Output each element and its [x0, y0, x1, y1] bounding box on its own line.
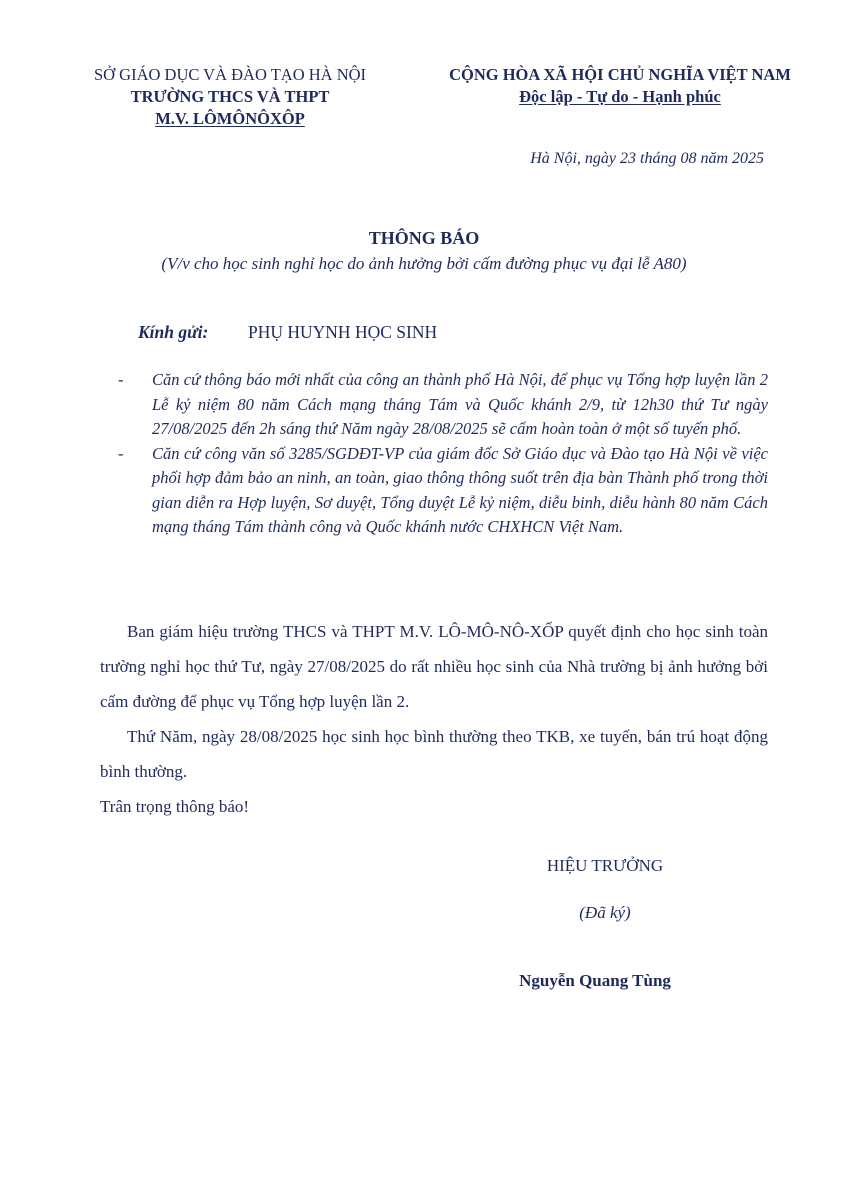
signer-title: HIỆU TRƯỞNG [546, 856, 664, 875]
list-item [118, 368, 768, 442]
document-title: THÔNG BÁO [368, 228, 480, 248]
school-name-line2: M.V. LÔMÔNÔXÔP [155, 109, 305, 128]
greeting-recipient: PHỤ HUYNH HỌC SINH [248, 322, 438, 342]
nation-name: CỘNG HÒA XÃ HỘI CHỦ NGHĨA VIỆT NAM [449, 65, 791, 84]
national-header [420, 64, 820, 108]
notice-body [100, 614, 768, 824]
document-subtitle: (V/v cho học sinh nghỉ học do ảnh hưởng bởi cấm đường phục vụ đại lễ A80) [161, 254, 687, 273]
school-name-line1: TRƯỜNG THCS VÀ THPT [130, 87, 330, 106]
issuer-header [70, 64, 390, 130]
date-line: Hà Nội, ngày 23 tháng 08 năm 2025 [530, 150, 764, 167]
list-item [118, 442, 768, 540]
closing-line: Trân trọng thông báo! [100, 797, 250, 816]
body-paragraph-2: Thứ Năm, ngày 28/08/2025 học sinh học bình thường theo TKB, xe tuyến, bán trú hoạt động bình thường. [100, 727, 768, 781]
signature-status: (Đã ký) [579, 903, 631, 922]
legal-basis-list [118, 368, 768, 540]
greeting [138, 322, 437, 343]
department-name: SỞ GIÁO DỤC VÀ ĐÀO TẠO HÀ NỘI [93, 65, 367, 84]
list-item-text: Căn cứ thông báo mới nhất của công an thành phố Hà Nội, để phục vụ Tổng hợp luyện lần 2 Lễ kỷ niệm 80 năm Cách mạng tháng Tám và Quốc khánh 2/9, từ 12h30 thứ Tư ngày 27/08/2025 đến 2h sáng thứ Năm ngày 28/08/2025 sẽ cấm hoàn toàn ở một số tuyến phố. [152, 370, 768, 438]
greeting-label: Kính gửi: [138, 322, 209, 342]
national-motto: Độc lập - Tự do - Hạnh phúc [519, 87, 721, 106]
bullet-marker: - [118, 370, 124, 389]
list-item-text: Căn cứ công văn số 3285/SGDĐT-VP của giám đốc Sở Giáo dục và Đào tạo Hà Nội về việc phối hợp đảm bảo an ninh, an toàn, giao thông thông suốt trên địa bàn Thành phố trong thời gian diễn ra Hợp luyện, Sơ duyệt, Tổng duyệt Lễ kỷ niệm, diễu binh, diễu hành 80 năm Cách mạng tháng Tám thành công và Quốc khánh nước CHXHCN Việt Nam. [152, 443, 768, 536]
body-paragraph-1: Ban giám hiệu trường THCS và THPT M.V. LÔ-MÔ-NÔ-XỐP quyết định cho học sinh toàn trường nghỉ học thứ Tư, ngày 27/08/2025 do rất nhiều học sinh của Nhà trường bị ảnh hưởng bởi cấm đường để phục vụ Tổng hợp luyện lần 2. [100, 622, 768, 711]
signer-name: Nguyễn Quang Tùng [519, 971, 671, 990]
bullet-marker: - [118, 443, 124, 463]
